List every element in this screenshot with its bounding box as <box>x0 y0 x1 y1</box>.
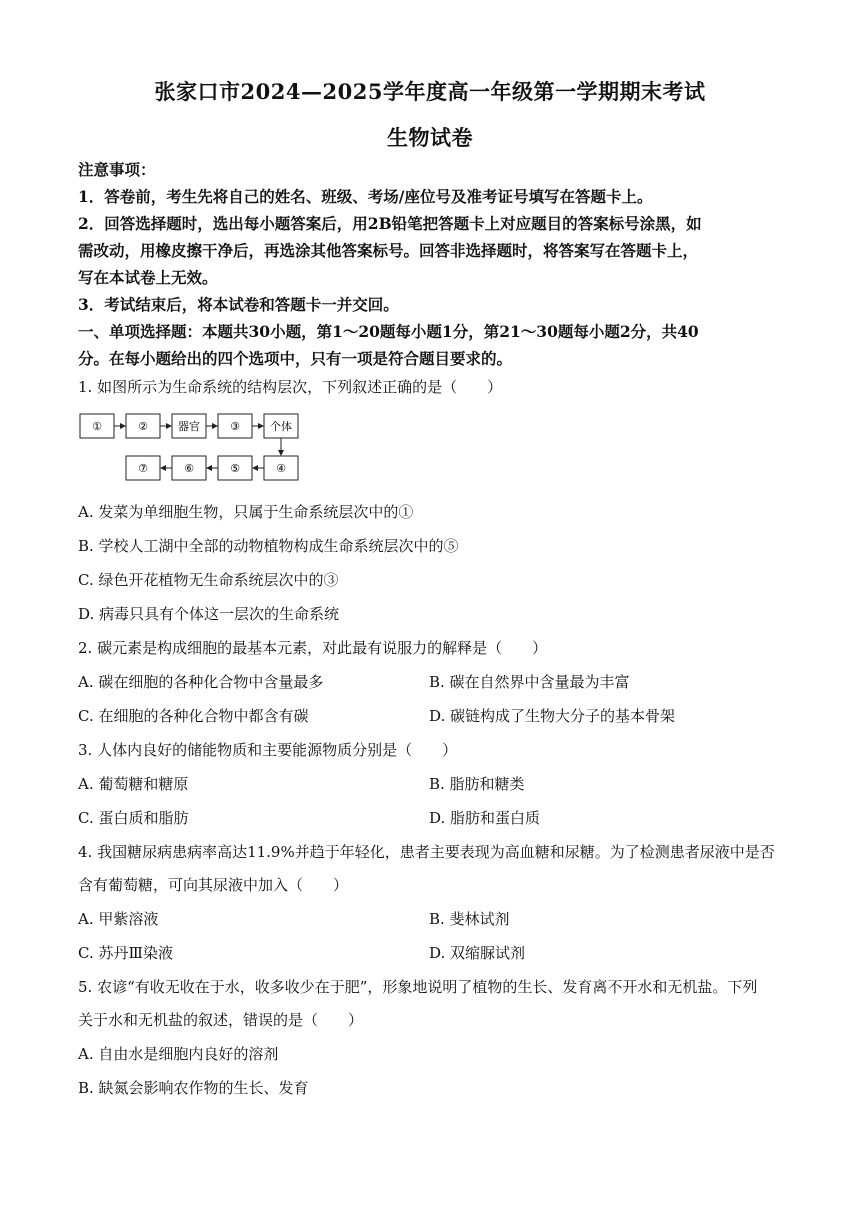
diagram-node-3 <box>218 414 252 438</box>
exam-title: 张家口市2024—2025学年度高一年级第一学期期末考试 <box>154 79 706 104</box>
question-4-option-c: C. 苏丹Ⅲ染液 <box>78 944 173 962</box>
notice-item-3: 3．考试结束后，将本试卷和答题卡一并交回。 <box>78 295 399 314</box>
notice-item-2-line-2: 需改动，用橡皮擦干净后，再选涂其他答案标号。回答非选择题时，将答案写在答题卡上， <box>78 241 699 260</box>
svg-text:①: ① <box>92 420 102 433</box>
question-3-option-c: C. 蛋白质和脂肪 <box>78 809 189 827</box>
notice-item-2-line-3: 写在本试卷上无效。 <box>78 268 218 287</box>
diagram-row-1 <box>80 414 298 438</box>
question-2-option-d: D. 碳链构成了生物大分子的基本骨架 <box>429 707 676 725</box>
question-2-stem: 2. 碳元素是构成细胞的最基本元素，对此最有说服力的解释是（ ） <box>78 639 548 657</box>
diagram-node-organ <box>172 414 206 438</box>
question-4-option-a: A. 甲紫溶液 <box>78 910 159 928</box>
section-1-heading-line-1: 一、单项选择题：本题共30小题，第1～20题每小题1分，第21～30题每小题2分，共40 <box>78 322 699 341</box>
diagram-node-7 <box>126 456 160 480</box>
exam-subtitle: 生物试卷 <box>387 125 473 150</box>
question-4-option-d: D. 双缩脲试剂 <box>429 944 526 962</box>
diagram-node-individual <box>264 414 298 438</box>
notice-item-1: 1．答卷前，考生先将自己的姓名、班级、考场/座位号及准考证号填写在答题卡上。 <box>78 187 653 206</box>
question-5-stem-line-2: 关于水和无机盐的叙述，错误的是（ ） <box>78 1011 364 1029</box>
question-3-option-b: B. 脂肪和糖类 <box>429 775 525 793</box>
diagram-node-1 <box>80 414 114 438</box>
question-1-option-b: B. 学校人工湖中全部的动物植物构成生命系统层次中的⑤ <box>78 537 459 555</box>
svg-text:⑤: ⑤ <box>230 462 240 475</box>
svg-text:④: ④ <box>276 462 286 475</box>
question-3-option-a: A. 葡萄糖和糖原 <box>78 775 189 793</box>
question-2-option-c: C. 在细胞的各种化合物中都含有碳 <box>78 707 309 725</box>
question-3-stem: 3. 人体内良好的储能物质和主要能源物质分别是（ ） <box>78 741 458 759</box>
diagram-node-4 <box>264 456 298 480</box>
question-5-stem-line-1: 5. 农谚“有收无收在于水，收多收少在于肥”，形象地说明了植物的生长、发育离不开水和无机盐。下列 <box>78 978 758 996</box>
question-5-option-a: A. 自由水是细胞内良好的溶剂 <box>78 1045 279 1063</box>
section-1-heading-line-2: 分。在每小题给出的四个选项中，只有一项是符合题目要求的。 <box>78 349 513 368</box>
svg-text:器官: 器官 <box>178 420 200 433</box>
question-5-option-b: B. 缺氮会影响农作物的生长、发育 <box>78 1079 309 1097</box>
question-3-option-d: D. 脂肪和蛋白质 <box>429 809 541 827</box>
question-1-option-d: D. 病毒只具有个体这一层次的生命系统 <box>78 605 340 623</box>
question-1-stem: 1. 如图所示为生命系统的结构层次，下列叙述正确的是（ ） <box>78 378 503 396</box>
question-4-option-b: B. 斐林试剂 <box>429 910 510 928</box>
diagram-node-2 <box>126 414 160 438</box>
notice-heading: 注意事项： <box>78 160 156 179</box>
question-2-option-b: B. 碳在自然界中含量最为丰富 <box>429 673 630 691</box>
svg-text:⑥: ⑥ <box>184 462 194 475</box>
svg-text:③: ③ <box>230 420 240 433</box>
notice-item-2-line-1: 2．回答选择题时，选出每小题答案后，用2B铅笔把答题卡上对应题目的答案标号涂黑，如 <box>78 214 702 233</box>
diagram-node-6 <box>172 456 206 480</box>
question-4-stem-line-1: 4. 我国糖尿病患病率高达11.9%并趋于年轻化，患者主要表现为高血糖和尿糖。为了检测患者尿液中是否 <box>78 843 775 861</box>
svg-text:②: ② <box>138 420 148 433</box>
question-1-option-c: C. 绿色开花植物无生命系统层次中的③ <box>78 571 339 589</box>
question-4-stem-line-2: 含有葡萄糖，可向其尿液中加入（ ） <box>78 876 349 894</box>
question-1-option-a: A. 发菜为单细胞生物，只属于生命系统层次中的① <box>78 503 414 521</box>
question-2-option-a: A. 碳在细胞的各种化合物中含量最多 <box>78 673 324 691</box>
svg-text:⑦: ⑦ <box>138 462 148 475</box>
svg-text:个体: 个体 <box>270 420 292 433</box>
diagram-node-5 <box>218 456 252 480</box>
life-system-hierarchy-diagram <box>78 408 318 488</box>
